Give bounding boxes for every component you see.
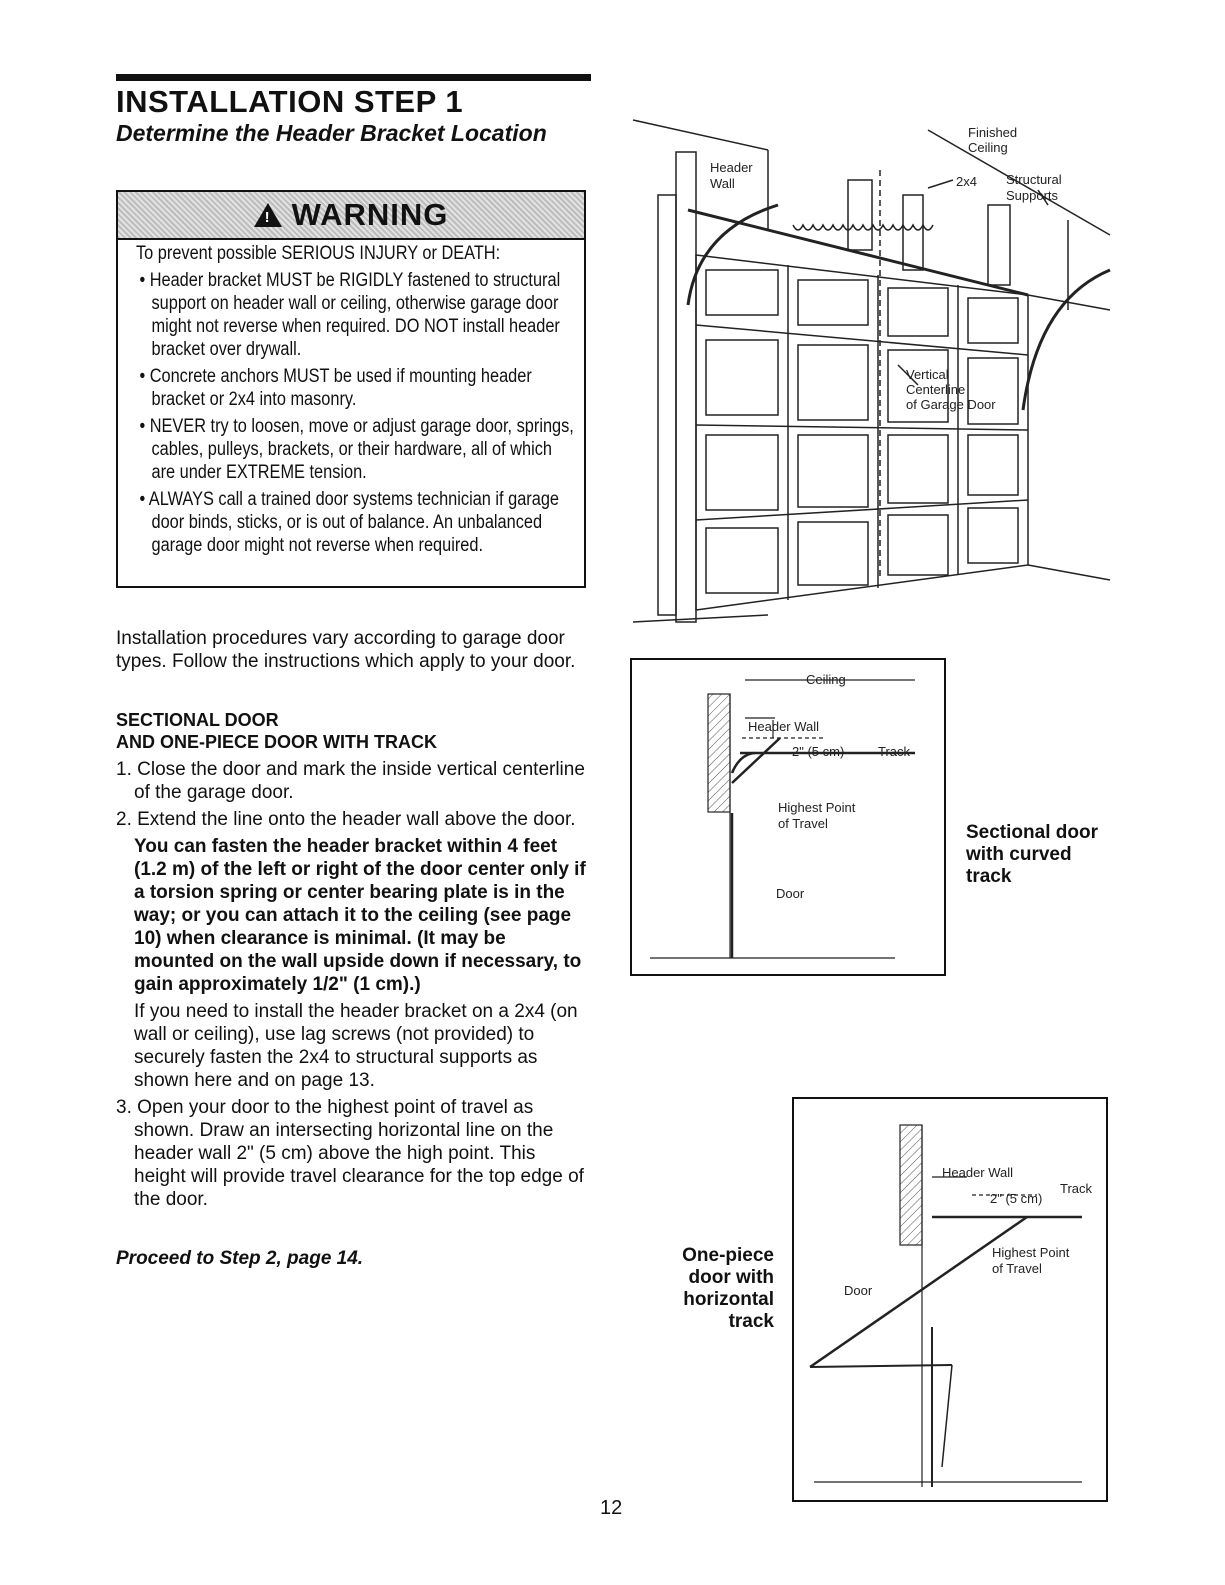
clearance-label: 2" (5 cm) bbox=[792, 744, 845, 759]
section-heading bbox=[116, 709, 437, 753]
proceed-link: Proceed to Step 2, page 14. bbox=[116, 1248, 364, 1269]
highest-point-label: of Travel bbox=[992, 1261, 1042, 1276]
finished-ceiling-label: Ceiling bbox=[968, 140, 1008, 155]
warning-label: WARNING bbox=[291, 197, 449, 232]
warning-bullet: • Header bracket MUST be RIGIDLY fastened to structural support on header wall or ceiling, otherwise garage door might not reverse when required. DO NOT install header bracket over drywall. bbox=[139, 270, 561, 360]
placement-note: You can fasten the header bracket within 4 feet (1.2 m) of the left or right of the door center only if a torsion spring or center bearing plate is in the way; or you can attach it to the ceiling (see page 10) when clearance is minimal. (It may be mounted on the wall upside down if necessary, to gain approximately 1/2" (1 cm).) bbox=[134, 836, 586, 995]
sectional-door-diagram bbox=[630, 658, 946, 976]
caption-line: with curved bbox=[966, 844, 1072, 865]
warning-header bbox=[118, 192, 584, 240]
page-number: 12 bbox=[600, 1497, 623, 1519]
caption-line: door with bbox=[688, 1267, 774, 1288]
caption-line: horizontal bbox=[683, 1289, 774, 1310]
finished-ceiling-label: Finished bbox=[968, 125, 1018, 140]
one-piece-door-diagram bbox=[792, 1097, 1108, 1502]
caption-sectional-door bbox=[966, 822, 1098, 888]
warning-box bbox=[116, 190, 586, 588]
header-wall-label: Header Wall bbox=[748, 719, 820, 734]
clearance-label: 2" (5 cm) bbox=[990, 1191, 1043, 1206]
caption-line: Sectional door bbox=[966, 822, 1098, 843]
caption-line: track bbox=[966, 866, 1012, 887]
lumber-note: If you need to install the header bracket on a 2x4 (on wall or ceiling), use lag screws (not provided) to securely fasten the 2x4 to structural supports as shown here and on page 13. bbox=[134, 1001, 578, 1091]
ceiling-label: Ceiling bbox=[806, 672, 846, 687]
step-item-2: 2. Extend the line onto the header wall above the door. bbox=[116, 809, 576, 830]
centerline-label: Centerline bbox=[906, 382, 966, 397]
warning-intro: To prevent possible SERIOUS INJURY or DEATH: bbox=[136, 243, 501, 264]
highest-point-label: of Travel bbox=[778, 816, 828, 831]
intro-paragraph: Installation procedures vary according to garage door types. Follow the instructions which apply to your door. bbox=[116, 628, 576, 672]
section-heading-line: SECTIONAL DOOR bbox=[116, 710, 279, 730]
centerline-label: of Garage Door bbox=[906, 397, 996, 412]
step-item-3: 3. Open your door to the highest point of travel as shown. Draw an intersecting horizontal line on the header wall 2" (5 cm) above the high point. This height will provide travel clearance for the top edge of the door. bbox=[116, 1097, 584, 1210]
header-wall-label: Wall bbox=[710, 176, 735, 191]
step-title: INSTALLATION STEP 1 bbox=[116, 84, 464, 119]
title-rule bbox=[116, 74, 591, 81]
centerline-label: Vertical bbox=[906, 367, 949, 382]
structural-supports-label: Supports bbox=[1006, 188, 1059, 203]
header-wall-label: Header Wall bbox=[942, 1165, 1014, 1180]
step-item-1: 1. Close the door and mark the inside vertical centerline of the garage door. bbox=[116, 759, 585, 803]
track-label: Track bbox=[1060, 1181, 1093, 1196]
structural-supports-label: Structural bbox=[1006, 172, 1062, 187]
warning-triangle-icon: ! bbox=[254, 203, 282, 227]
door-label: Door bbox=[776, 886, 805, 901]
step-subtitle: Determine the Header Bracket Location bbox=[116, 120, 547, 146]
warning-body bbox=[136, 242, 576, 557]
highest-point-label: Highest Point bbox=[992, 1245, 1070, 1260]
caption-line: track bbox=[728, 1311, 774, 1332]
lumber-label: 2x4 bbox=[956, 174, 977, 189]
section-heading-line: AND ONE-PIECE DOOR WITH TRACK bbox=[116, 732, 437, 752]
caption-line: One-piece bbox=[682, 1245, 774, 1266]
garage-door-illustration bbox=[628, 110, 1118, 630]
caption-one-piece-door bbox=[650, 1245, 774, 1333]
instructions bbox=[116, 758, 591, 1211]
warning-bullet: • Concrete anchors MUST be used if mounting header bracket or 2x4 into masonry. bbox=[139, 366, 532, 410]
header-wall-label: Header bbox=[710, 160, 753, 175]
track-label: Track bbox=[878, 744, 911, 759]
door-label: Door bbox=[844, 1283, 873, 1298]
warning-bullet: • NEVER try to loosen, move or adjust garage door, springs, cables, pulleys, brackets, or their hardware, all of which are under EXTREME tension. bbox=[139, 416, 574, 483]
warning-bullet: • ALWAYS call a trained door systems technician if garage door binds, sticks, or is out of balance. An unbalanced garage door might not reverse when required. bbox=[139, 489, 560, 556]
highest-point-label: Highest Point bbox=[778, 800, 856, 815]
